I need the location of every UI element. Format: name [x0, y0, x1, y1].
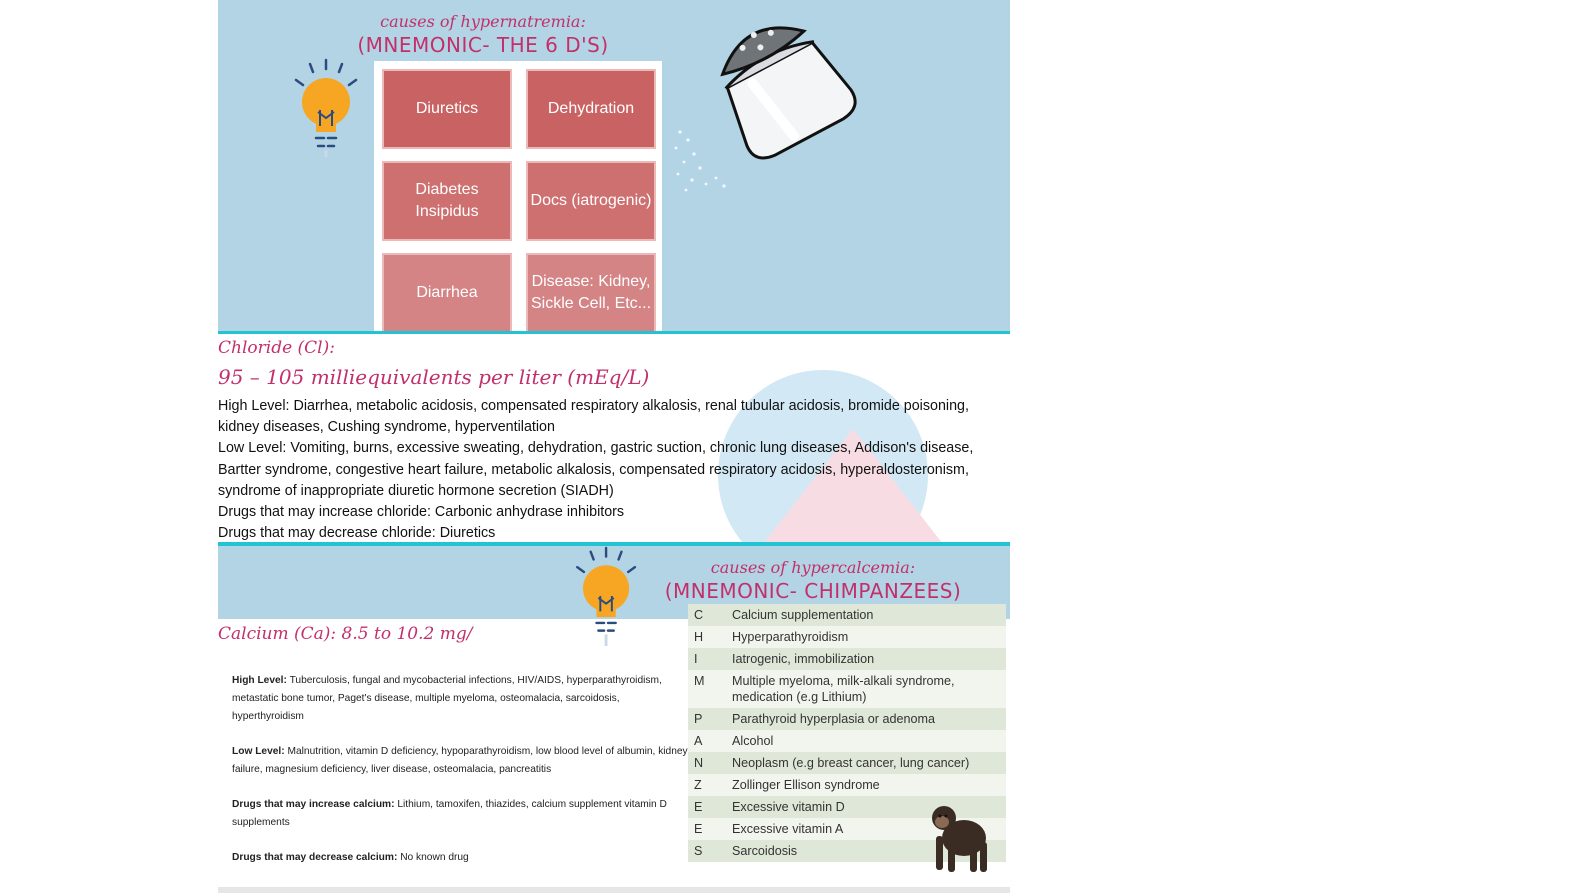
calcium-high-text: Tuberculosis, fungal and mycobacterial infections, HIV/AIDS, hyperparathyroidism, metastatic bone tumor, Paget's disease, multiple myeloma, osteomalacia, sarcoidosis, hyperthyroidism — [232, 675, 662, 722]
lightbulb-icon — [570, 546, 646, 646]
mnemonic-cause: Multiple myeloma, milk-alkali syndrome, medication (e.g Lithium) — [732, 674, 955, 704]
cause-cell: Dehydration — [526, 69, 656, 149]
table-row — [688, 648, 1006, 670]
mnemonic-letter: A — [694, 734, 703, 748]
mnemonic-letter: S — [694, 844, 703, 858]
table-row — [688, 604, 1006, 626]
chimpanzee-icon — [926, 796, 996, 878]
table-row — [688, 752, 1006, 774]
calcium-low-label: Low Level: — [232, 746, 285, 757]
chloride-increase: Drugs that may increase chloride: Carbonic anhydrase inhibitors — [218, 504, 625, 521]
page — [218, 0, 1010, 893]
mnemonic-cause: Excessive vitamin D — [732, 800, 845, 814]
chloride-low: Low Level: Vomiting, burns, excessive sweating, dehydration, gastric suction, chronic lung diseases, Addison's disease, Bartter syndrome, congestive heart failure, metabolic alkalosis, compensated respiratory acidosis, hyperaldosteronism, syndrome of inappropriate diuretic hormone secretion (SIADH) — [218, 440, 974, 499]
table-row — [688, 626, 1006, 648]
mnemonic-letter: E — [694, 822, 703, 836]
calcium-increase-text: Lithium, tamoxifen, thiazides, calcium supplement vitamin D supplements — [232, 799, 667, 828]
calcium-section — [218, 546, 1010, 893]
cause-cell: Docs (iatrogenic) — [526, 161, 656, 241]
mnemonic-letter: H — [694, 630, 704, 644]
salt-shaker-icon — [666, 8, 886, 204]
hypernatremia-mnemonic: (MNEMONIC- THE 6 D'S) — [357, 33, 609, 57]
mnemonic-cause: Hyperparathyroidism — [732, 630, 849, 644]
table-row — [688, 708, 1006, 730]
calcium-details — [232, 672, 688, 884]
hypernatremia-title: causes of hypernatremia: — [380, 12, 586, 31]
calcium-increase-label: Drugs that may increase calcium: — [232, 799, 395, 810]
mnemonic-cause: Iatrogenic, immobilization — [732, 652, 875, 666]
mnemonic-cause: Sarcoidosis — [732, 844, 798, 858]
calcium-increase — [232, 796, 688, 832]
table-row — [688, 730, 1006, 752]
calcium-low-text: Malnutrition, vitamin D deficiency, hypoparathyroidism, low blood level of albumin, kidney failure, magnesium deficiency, liver disease, osteomalacia, pancreatitis — [232, 746, 688, 775]
hypernatremia-grid — [374, 61, 662, 331]
mnemonic-letter: P — [694, 712, 703, 726]
cause-cell: Disease: Kidney, Sickle Cell, Etc... — [526, 253, 656, 331]
lightbulb-icon — [290, 58, 366, 162]
calcium-decrease — [232, 849, 688, 867]
calcium-decrease-label: Drugs that may decrease calcium: — [232, 852, 398, 863]
mnemonic-letter: Z — [694, 778, 702, 792]
cause-cell: Diarrhea — [382, 253, 512, 331]
calcium-decrease-text: No known drug — [400, 852, 469, 863]
calcium-high — [232, 672, 688, 726]
table-row — [688, 774, 1006, 796]
mnemonic-cause: Calcium supplementation — [732, 608, 874, 622]
chloride-decrease: Drugs that may decrease chloride: Diuretics — [218, 525, 496, 542]
mnemonic-cause: Parathyroid hyperplasia or adenoma — [732, 712, 936, 726]
chloride-details — [218, 396, 978, 542]
cause-cell: Diuretics — [382, 69, 512, 149]
mnemonic-cause: Excessive vitamin A — [732, 822, 844, 836]
page-bottom-edge — [218, 887, 1010, 893]
mnemonic-letter: I — [694, 652, 698, 666]
calcium-high-label: High Level: — [232, 675, 287, 686]
hypercalcemia-title: causes of hypercalcemia: — [710, 558, 916, 577]
hypercalcemia-mnemonic: (MNEMONIC- CHIMPANZEES) — [664, 579, 962, 603]
calcium-title: Calcium (Ca): 8.5 to 10.2 mg/ — [218, 624, 473, 644]
mnemonic-cause: Neoplasm (e.g breast cancer, lung cancer) — [732, 756, 970, 770]
chloride-high: High Level: Diarrhea, metabolic acidosis, compensated respiratory alkalosis, renal tubular acidosis, bromide poisoning, kidney diseases, Cushing syndrome, hyperventilation — [218, 398, 969, 436]
mnemonic-letter: M — [694, 674, 705, 688]
mnemonic-letter: C — [694, 608, 704, 622]
chloride-title: Chloride (Cl): — [218, 338, 335, 358]
chloride-section — [218, 334, 1010, 542]
mnemonic-letter: E — [694, 800, 703, 814]
mnemonic-cause: Alcohol — [732, 734, 774, 748]
mnemonic-letter: N — [694, 756, 704, 770]
cause-cell: Diabetes Insipidus — [382, 161, 512, 241]
calcium-low — [232, 743, 688, 779]
hypernatremia-section — [218, 0, 1010, 331]
mnemonic-cause: Zollinger Ellison syndrome — [732, 778, 880, 792]
table-row — [688, 670, 1006, 708]
chloride-range: 95 – 105 milliequivalents per liter (mEq/L) — [218, 365, 650, 389]
